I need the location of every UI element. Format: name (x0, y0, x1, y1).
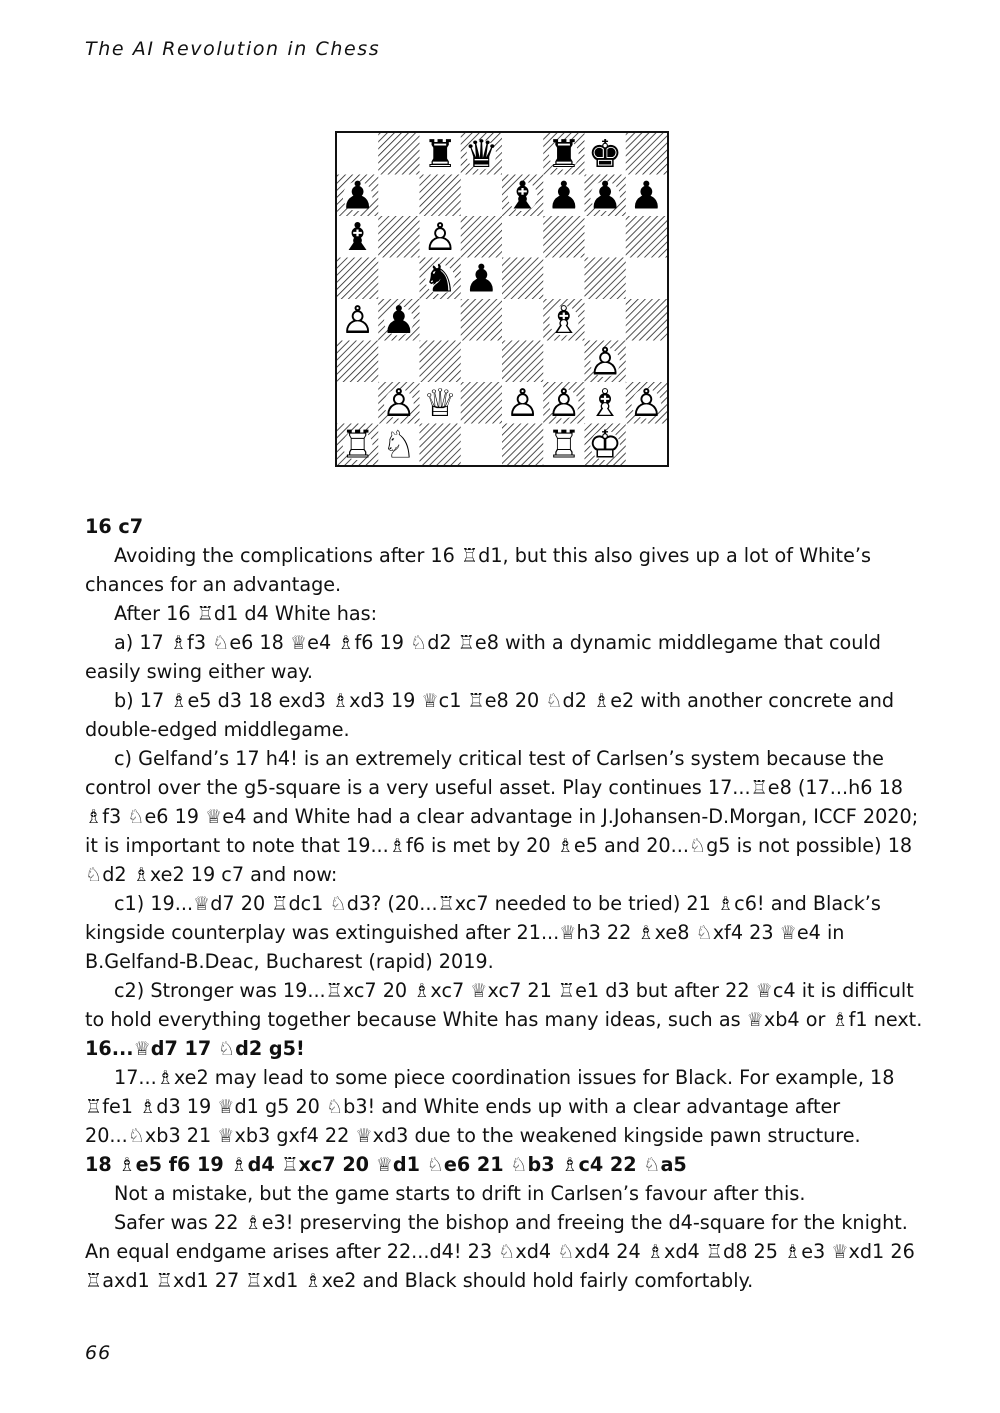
commentary-paragraph: b) 17 ♗e5 d3 18 exd3 ♗xd3 19 ♕c1 ♖e8 20 ♘d2 ♗e2 with another concrete and double-edged middlegame. (85, 689, 895, 741)
light-square (378, 258, 420, 300)
light-square (378, 341, 420, 383)
white-king-icon: ♔ (588, 423, 623, 465)
white-bishop-icon: ♗ (546, 298, 581, 343)
white-pawn-icon: ♙ (381, 381, 416, 426)
light-square (626, 341, 667, 383)
dark-square (585, 258, 627, 300)
commentary-paragraph: Avoiding the complications after 16 ♖d1, but this also gives up a lot of White’s chances for an advantage. (85, 544, 871, 596)
move-line: 16 c7 (85, 515, 144, 538)
dark-square (502, 424, 544, 466)
page-number: 66 (85, 1342, 112, 1364)
light-square (337, 133, 379, 175)
black-pawn-icon: ♟ (629, 174, 664, 219)
chess-diagram (335, 131, 669, 467)
dark-square (337, 258, 379, 300)
light-square (502, 299, 544, 341)
dark-square (502, 258, 544, 300)
light-square (502, 216, 544, 258)
black-queen-icon: ♛ (464, 133, 499, 177)
black-rook-icon: ♜ (423, 133, 458, 177)
black-pawn-icon: ♟ (588, 174, 623, 219)
white-knight-icon: ♘ (381, 423, 416, 465)
move-line: 16...♕d7 17 ♘d2 g5! (85, 1037, 305, 1060)
commentary-paragraph: c) Gelfand’s 17 h4! is an extremely critical test of Carlsen’s system because the control over the g5-square is a very useful asset. Play continues 17...♖e8 (17...h6 18 ♗f3 ♘e6 19 ♕e4 and White had a clear advantage in J.Johansen-D.Morgan, ICCF 2020; it is important to note that 19...♗f6 is met by 20 ♗e5 and 20...♘g5 is not possible) 18 ♘d2 ♗xe2 19 c7 and now: (85, 747, 919, 886)
black-pawn-icon: ♟ (546, 174, 581, 219)
commentary-paragraph: Not a mistake, but the game starts to drift in Carlsen’s favour after this. (114, 1182, 806, 1205)
commentary-paragraph: c2) Stronger was 19...♖xc7 20 ♗xc7 ♕xc7 21 ♖e1 d3 but after 22 ♕c4 it is difficult to hold everything together because White has many ideas, such as ♕xb4 or ♗f1 next. (85, 979, 923, 1031)
white-pawn-icon: ♙ (505, 381, 540, 426)
light-square (461, 341, 503, 383)
commentary-paragraph: After 16 ♖d1 d4 White has: (114, 602, 378, 625)
dark-square (502, 341, 544, 383)
black-rook-icon: ♜ (546, 133, 581, 177)
dark-square (378, 133, 420, 175)
white-pawn-icon: ♙ (423, 215, 458, 260)
commentary-paragraph: Safer was 22 ♗e3! preserving the bishop and freeing the d4-square for the knight. An equal endgame arises after 22...d4! 23 ♘xd4 ♘xd4 24 ♗xd4 ♖d8 25 ♗e3 ♕xd1 26 ♖axd1 ♖xd1 27 ♖xd1 ♗xe2 and Black should hold fairly comfortably. (85, 1211, 915, 1292)
black-pawn-icon: ♟ (464, 257, 499, 302)
dark-square (378, 216, 420, 258)
black-king-icon: ♚ (588, 133, 623, 177)
dark-square (461, 382, 503, 424)
dark-square (420, 424, 462, 466)
dark-square (543, 216, 585, 258)
dark-square (420, 341, 462, 383)
dark-square (461, 299, 503, 341)
white-queen-icon: ♕ (423, 381, 458, 426)
running-title: The AI Revolution in Chess (85, 38, 381, 60)
white-pawn-icon: ♙ (546, 381, 581, 426)
commentary-paragraph: c1) 19...♕d7 20 ♖dc1 ♘d3? (20...♖xc7 needed to be tried) 21 ♗c6! and Black’s kingside counterplay was extinguished after 21...♕h3 22 ♗xe8 ♘xf4 23 ♕e4 in B.Gelfand-B.Deac, Bucharest (rapid) 2019. (85, 892, 881, 973)
light-square (378, 175, 420, 217)
light-square (337, 382, 379, 424)
white-bishop-icon: ♗ (588, 381, 623, 426)
dark-square (337, 341, 379, 383)
light-square (626, 258, 667, 300)
light-square (543, 341, 585, 383)
white-pawn-icon: ♙ (588, 340, 623, 385)
light-square (461, 175, 503, 217)
move-line: 18 ♗e5 f6 19 ♗d4 ♖xc7 20 ♕d1 ♘e6 21 ♘b3 ♗c4 22 ♘a5 (85, 1153, 687, 1176)
white-rook-icon: ♖ (546, 423, 581, 465)
light-square (543, 258, 585, 300)
white-pawn-icon: ♙ (340, 298, 375, 343)
light-square (585, 299, 627, 341)
white-rook-icon: ♖ (340, 423, 375, 465)
annotation-text (85, 512, 925, 1295)
dark-square (626, 299, 667, 341)
white-pawn-icon: ♙ (629, 381, 664, 426)
dark-square (420, 175, 462, 217)
dark-square (626, 216, 667, 258)
dark-square (626, 133, 667, 175)
black-bishop-icon: ♝ (340, 215, 375, 260)
commentary-paragraph: a) 17 ♗f3 ♘e6 18 ♕e4 ♗f6 19 ♘d2 ♖e8 with a dynamic middlegame that could easily swing either way. (85, 631, 881, 683)
commentary-paragraph: 17...♗xe2 may lead to some piece coordination issues for Black. For example, 18 ♖fe1 ♗d3 19 ♕d1 g5 20 ♘b3! and White ends up with a clear advantage after 20...♘xb3 21 ♕xb3 gxf4 22 ♕xd3 due to the weakened kingside pawn structure. (85, 1066, 895, 1147)
black-pawn-icon: ♟ (340, 174, 375, 219)
black-bishop-icon: ♝ (505, 174, 540, 219)
light-square (461, 424, 503, 466)
light-square (585, 216, 627, 258)
light-square (420, 299, 462, 341)
black-knight-icon: ♞ (423, 257, 458, 302)
dark-square (461, 216, 503, 258)
light-square (502, 133, 544, 175)
black-pawn-icon: ♟ (381, 298, 416, 343)
light-square (626, 424, 667, 466)
